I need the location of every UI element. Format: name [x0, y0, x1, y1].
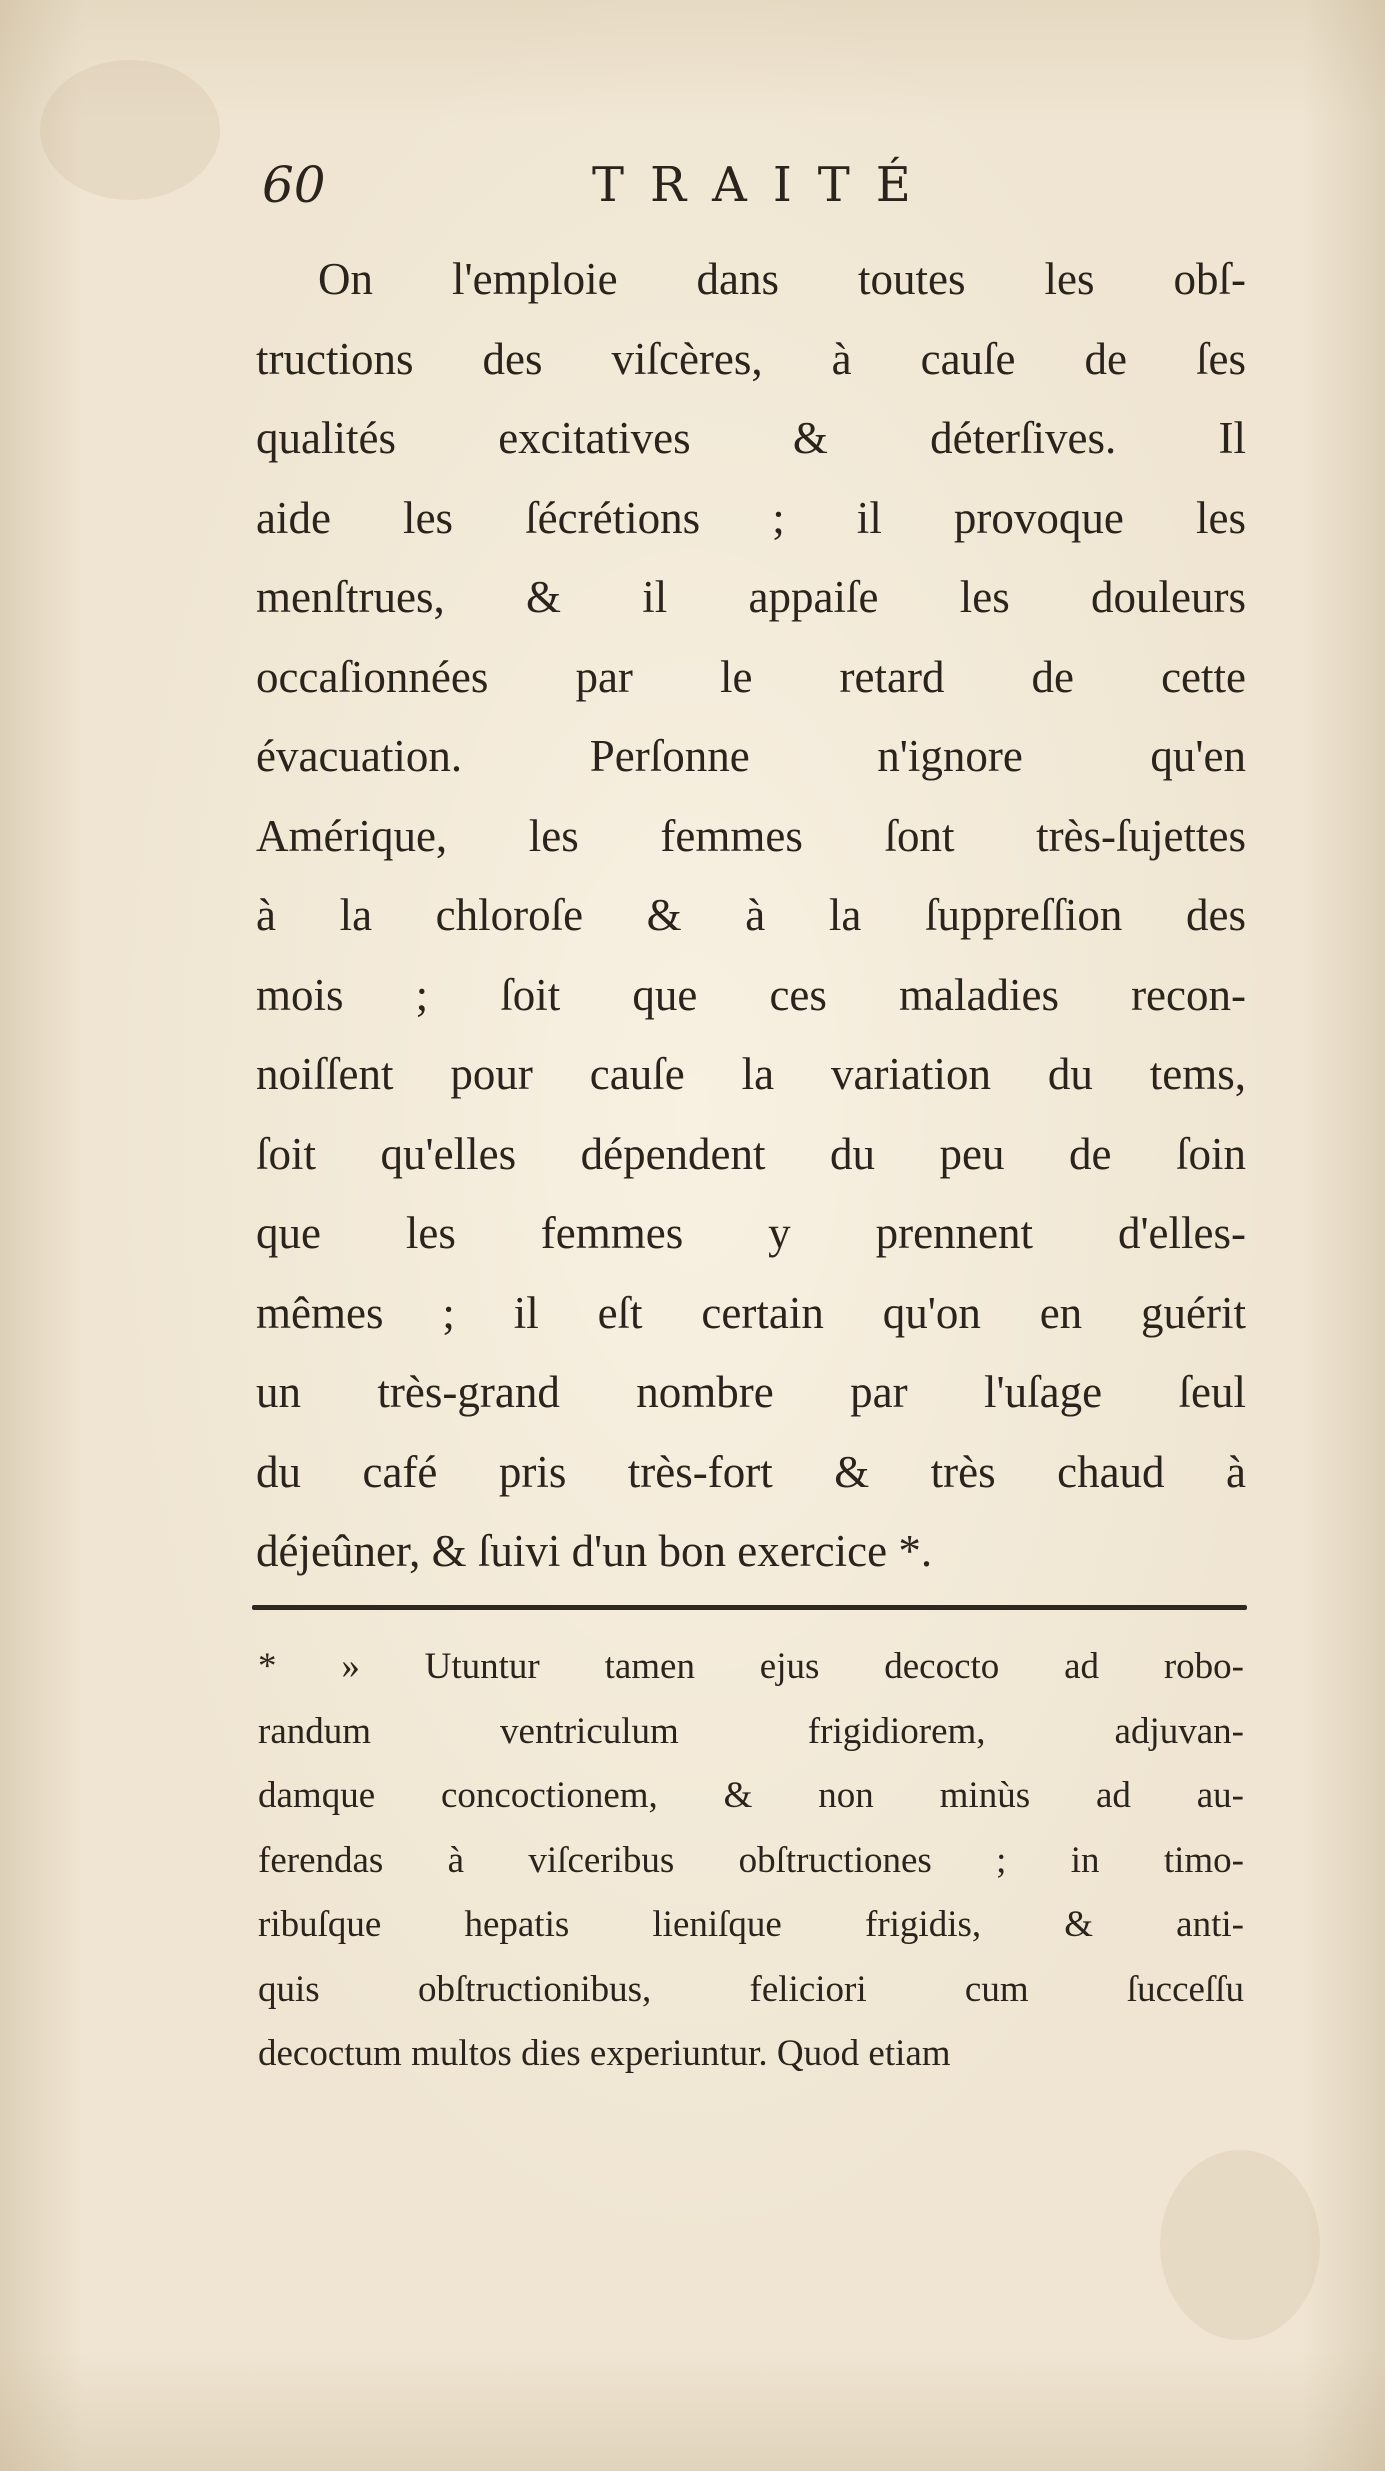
text-line: Amérique, les femmes ſont très-ſujettes: [256, 810, 1246, 861]
page-header: [262, 150, 1242, 220]
text-line: menſtrues, & il appaiſe les douleurs: [256, 572, 1246, 622]
text-line: tructions des viſcères, à cauſe de ſes: [256, 333, 1246, 384]
text-line: du café pris très-fort & très chaud à: [256, 1446, 1246, 1497]
text-line: On l'emploie dans toutes les obſ-: [318, 254, 1246, 304]
text-line: aide les ſécrétions ; il provoque les: [256, 492, 1246, 543]
text-line: un très-grand nombre par l'uſage ſeul: [256, 1367, 1246, 1417]
text-line: occaſionnées par le retard de cette: [256, 651, 1246, 702]
text-line: à la chloroſe & à la ſuppreſſion des: [256, 890, 1246, 940]
paper-stain: [40, 60, 220, 200]
text-line: que les femmes y prennent d'elles-: [256, 1208, 1246, 1258]
text-line: noiſſent pour cauſe la variation du tems,: [256, 1049, 1246, 1099]
text-line: déjeûner, & ſuivi d'un bon exercice *.: [256, 1526, 933, 1576]
running-title: TRAITÉ: [592, 157, 937, 213]
main-text: [256, 240, 1246, 1592]
footnote-rule: [252, 1605, 1247, 1610]
text-line: évacuation. Perſonne n'ignore qu'en: [256, 731, 1246, 781]
text-line: mêmes ; il eſt certain qu'on en guérit: [256, 1287, 1246, 1338]
footnote-line: decoctum multos dies experiuntur. Quod etiam: [258, 2033, 951, 2074]
footnote-line: ferendas à viſceribus obſtructiones ; in timo-: [258, 1839, 1244, 1881]
paper-stain: [1160, 2150, 1320, 2340]
footnote-line: * » Utuntur tamen ejus decocto ad robo-: [258, 1646, 1244, 1687]
footnote-line: quis obſtructionibus, feliciori cum ſucceſſu: [258, 1968, 1244, 2010]
page-number: 60: [262, 156, 326, 214]
footnote-line: randum ventriculum frigidiorem, adjuvan-: [258, 1710, 1244, 1752]
footnote-line: damque concoctionem, & non minùs ad au-: [258, 1775, 1244, 1816]
text-line: mois ; ſoit que ces maladies recon-: [256, 969, 1246, 1020]
text-line: qualités excitatives & déterſives. Il: [256, 413, 1246, 463]
footnote-line: ribuſque hepatis lieniſque frigidis, & anti-: [258, 1904, 1244, 1945]
text-line: ſoit qu'elles dépendent du peu de ſoin: [256, 1128, 1246, 1179]
footnote: [258, 1635, 1244, 2087]
